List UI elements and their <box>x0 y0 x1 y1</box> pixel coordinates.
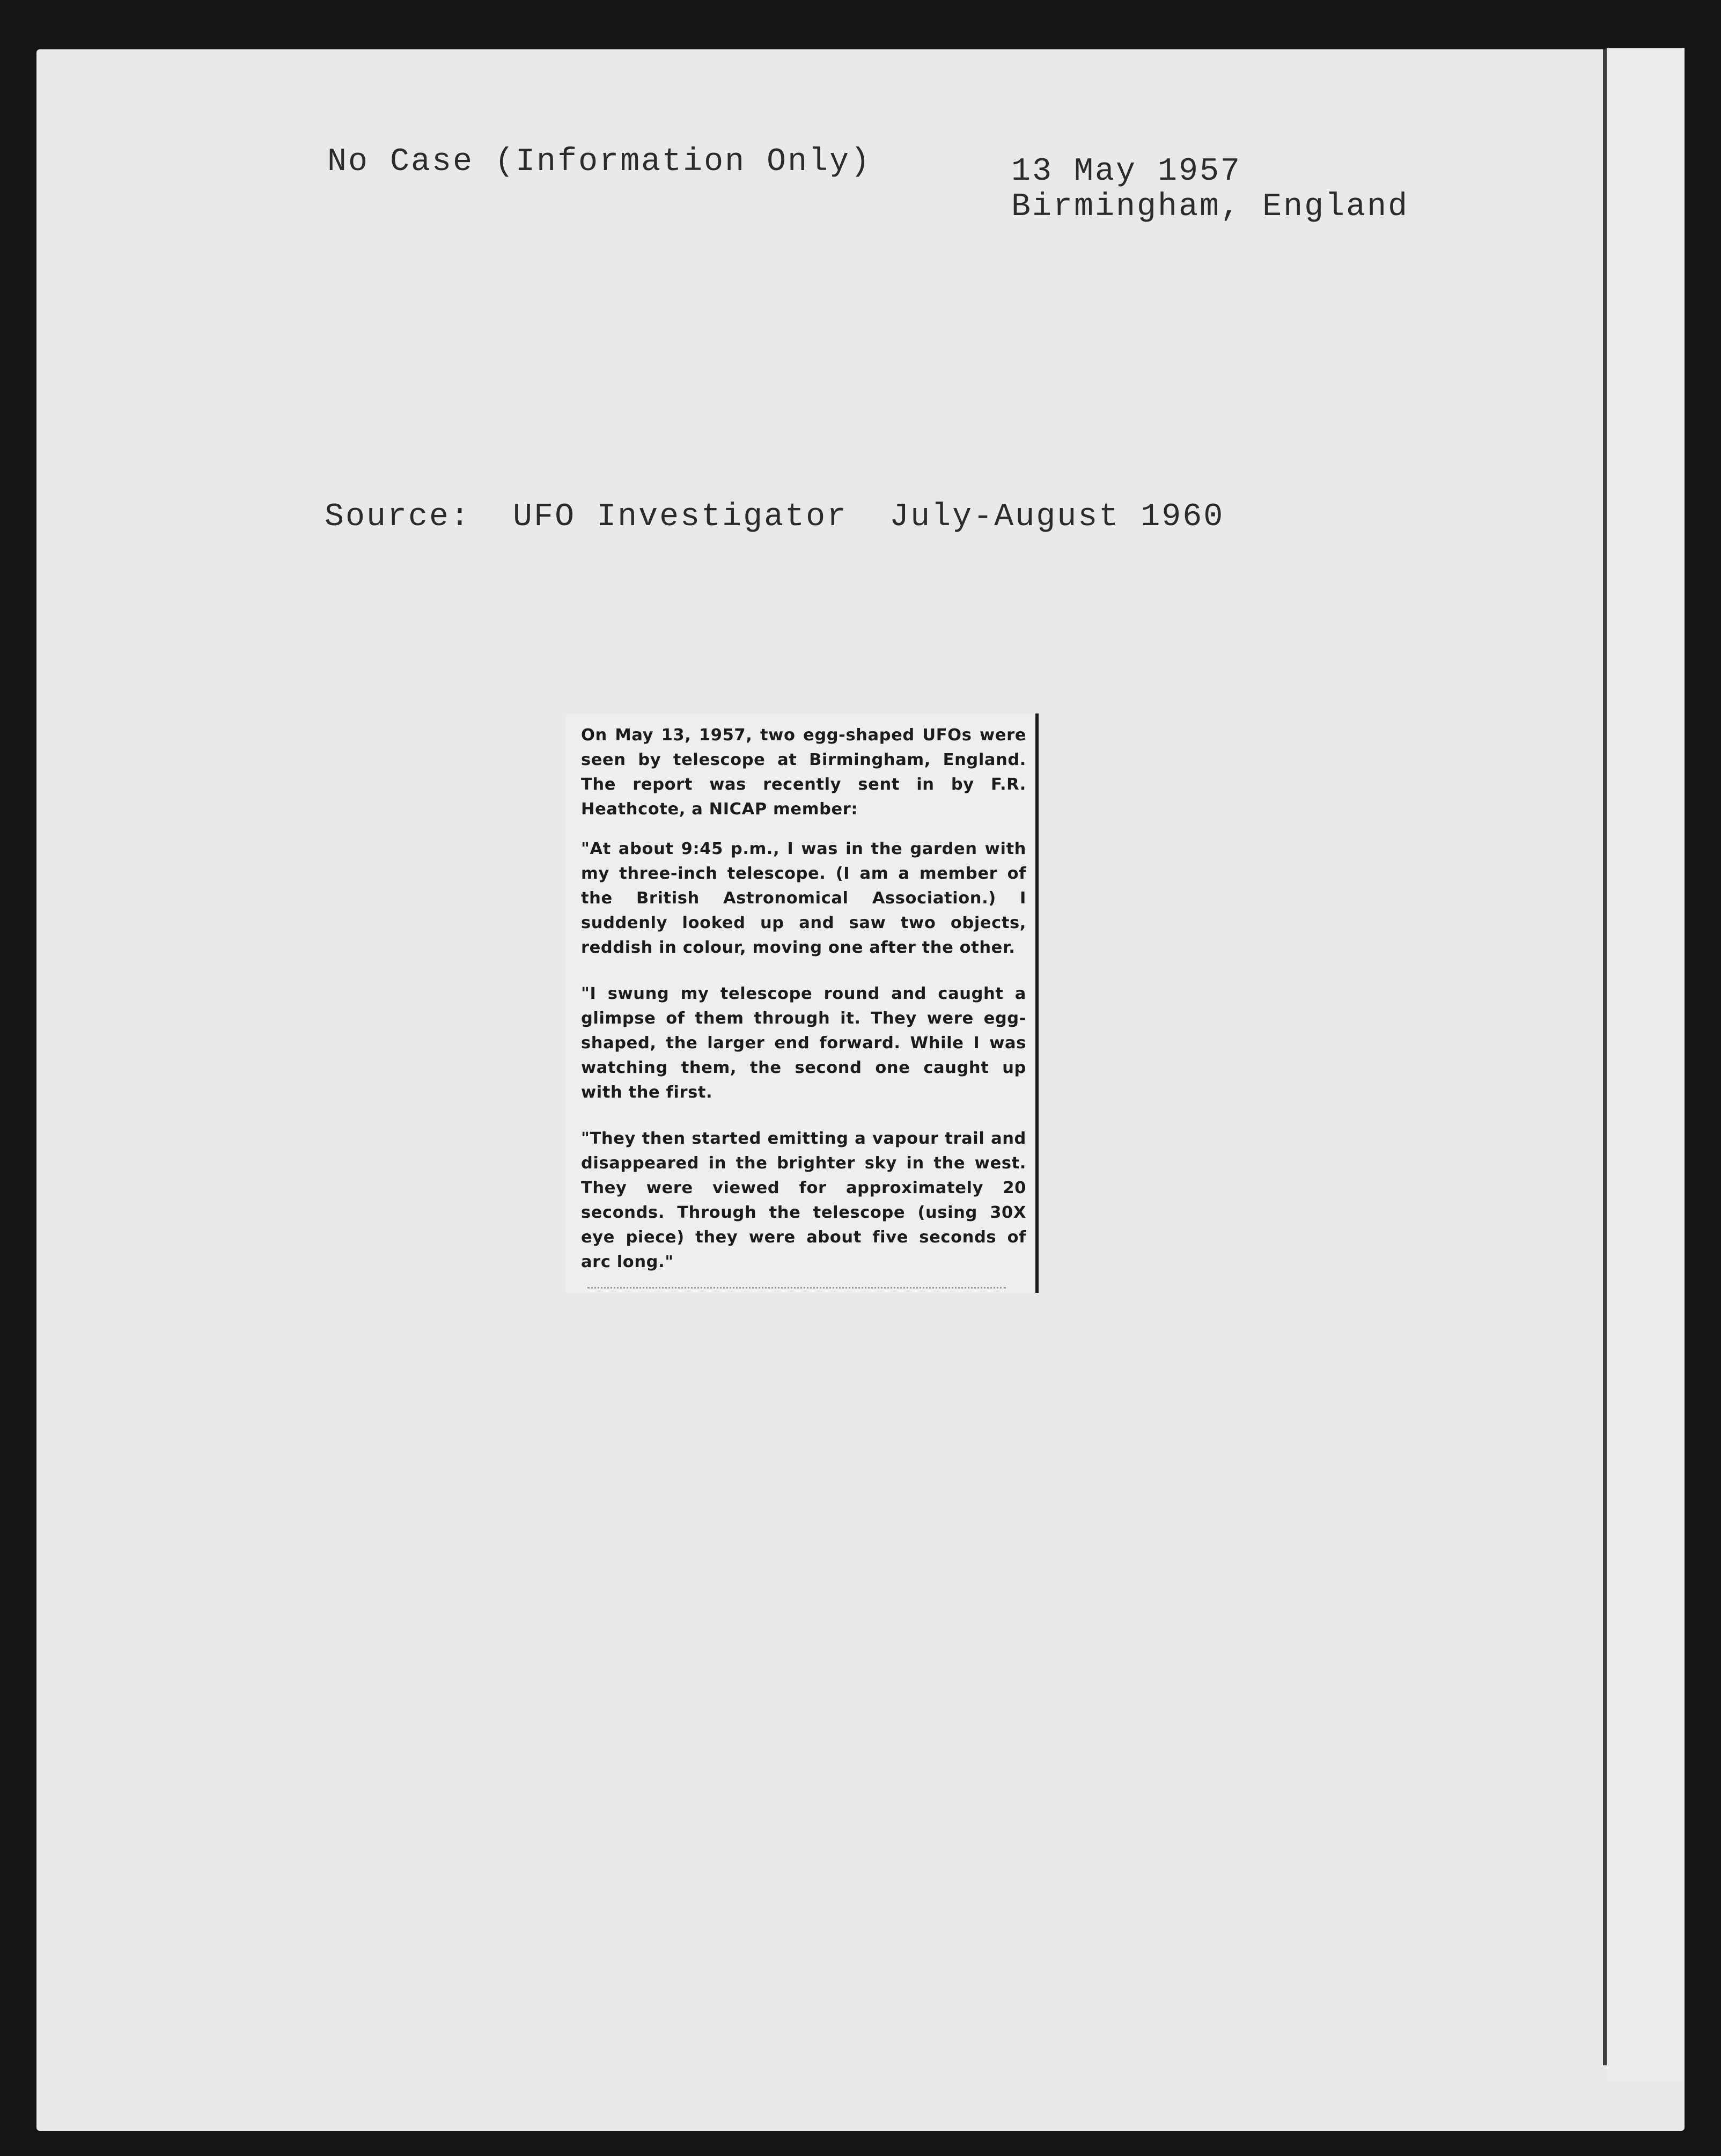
newspaper-clipping <box>566 713 1039 1293</box>
clipping-paragraph: "At about 9:45 p.m., I was in the garden with my three-inch telescope. (I am a member of the British Astronomical Association.) I suddenly looked up and saw two objects, reddish in colour, moving one after the other. <box>581 840 1026 957</box>
page-edge-line <box>1603 48 1607 2065</box>
source-line: Source: UFO Investigator July-August 1960 <box>325 499 1225 535</box>
clipping-paragraph: On May 13, 1957, two egg-shaped UFOs were seen by telescope at Birmingham, England. The report was recently sent in by F.R. Heathcote, a NICAP member: <box>581 726 1026 819</box>
case-status: No Case (Information Only) <box>327 144 872 180</box>
clipping-paragraph: "I swung my telescope round and caught a glimpse of them through it. They were egg-shaped, the larger end forward. While I was watching them, the second one caught up with the first. <box>581 984 1026 1102</box>
page-margin-strip <box>1607 48 1685 2081</box>
clipping-cut-edge <box>587 1277 1006 1289</box>
report-date: 13 May 1957 <box>1011 153 1242 190</box>
clipping-paragraph: "They then started emitting a vapour trail and disappeared in the brighter sky in the west. They were viewed for approximately 20 seconds. Through the telescope (using 30X eye piece) they were about five seconds of arc long." <box>581 1129 1026 1271</box>
report-location: Birmingham, England <box>1011 189 1409 225</box>
